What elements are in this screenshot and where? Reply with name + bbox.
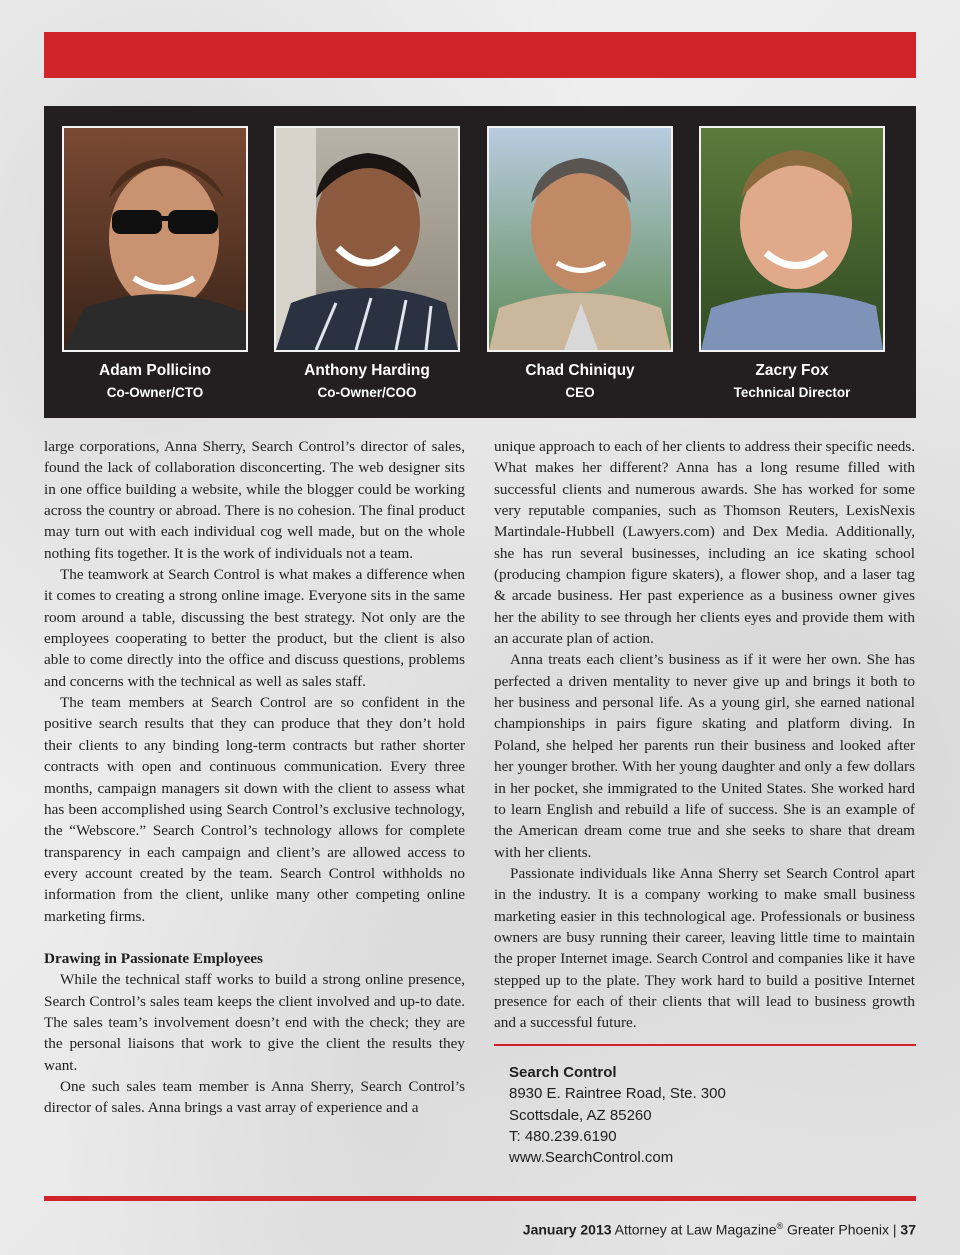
article-paragraph: Passionate individuals like Anna Sherry set Search Control apart in the industry. It is a company working to make small business marketing easier in this technological age. Professionals or business owners are busy running their career, leaving little time to maintain the proper Internet image. Search Control and companies like it have stepped up to the plate. They work hard to build a positive Internet presence for each of their clients that will lead to business growth and a successful future. [494,864,915,1032]
team-member-card [274,126,460,400]
member-role: CEO [565,385,595,400]
article-paragraph: Anna treats each client’s business as if it were her own. She has perfected a driven mentality to never give up and brings it both to her business and personal life. As a young girl, she earned national championships in pairs figure skating and platform diving. In Poland, she helped her parents run their business and looked after her younger brother. With her young daughter and only a few dollars in her pocket, she immigrated to the United States. She worked hard to learn English and rebuild a life of success. She is an example of the American dream come true and she seeks to share that dream with her clients. [494,651,915,861]
portrait-illustration [701,128,883,350]
member-role: Co-Owner/CTO [106,385,204,400]
portrait-photo [699,126,885,352]
footer-divider [44,1196,916,1201]
member-name: Adam Pollicino [99,362,211,379]
contact-address-line1: 8930 E. Raintree Road, Ste. 300 [509,1085,726,1103]
top-red-banner [44,32,916,78]
contact-block [509,1062,726,1168]
team-member-card [699,126,885,400]
article-column-left [44,436,465,1119]
article-paragraph: The team members at Search Control are so confident in the positive search results that they can produce that they don’t hold their clients to any binding long-term contracts but rather shorter contracts with open and continuous communication. Every three months, campaign managers sit down with the client to assess what has been accomplished using Search Control’s exclusive technology, the “Webscore.” Search Control’s technology allows for complete transparency in each campaign and client’s are allowed access to every account created by the team. Search Control withholds no information from the client, unlike many other competing online marketing firms. [44,694,465,925]
section-heading: Drawing in Passionate Employees [44,949,263,967]
contact-company: Search Control [509,1064,617,1081]
member-role: Co-Owner/COO [317,385,417,400]
member-name: Anthony Harding [304,362,430,379]
article-paragraph: unique approach to each of her clients to address their specific needs. What makes her different? Anna has a long resume filled with successful clients and numerous awards. She has worked for some very reputable companies, such as Thomson Reuters, LexisNexis Martindale-Hubbell (Lawyers.com) and Dex Media. Additionally, she has run several businesses, including an ice skating school (producing champion figure skaters), a flower shop, and a laser tag & arcade business. Her past experience as a business owner gives her the ability to see through her clients eyes and provide them with an accurate plan of action. [494,438,915,648]
team-panel [44,106,916,418]
portrait-illustration [276,128,458,350]
article-paragraph: One such sales team member is Anna Sherry, Search Control’s director of sales. Anna brings a vast array of experience and a [44,1077,465,1117]
article-column-right [494,436,915,1034]
portrait-photo [274,126,460,352]
member-role: Technical Director [733,385,851,400]
contact-website[interactable]: www.SearchControl.com [509,1149,674,1167]
member-name: Zacry Fox [755,362,829,379]
contact-address-line2: Scottsdale, AZ 85260 [509,1106,652,1124]
team-member-card [487,126,673,400]
footer-edition: Greater Phoenix | [787,1221,897,1238]
portrait-illustration [64,128,246,350]
team-member-card [62,126,248,400]
page-footer [523,1221,916,1238]
member-name: Chad Chiniquy [525,362,635,379]
footer-magazine: Attorney at Law Magazine [614,1221,777,1238]
article-paragraph: large corporations, Anna Sherry, Search Control’s director of sales, found the lack of collaboration disconcerting. The web designer sits in one office building a website, while the blogger could be working across the country or abroad. There is no cohesion. The final product may turn out with each individual cog well made, but on the whole nothing fits together. It is the work of individuals not a team. [44,438,465,562]
page-number: 37 [900,1221,916,1238]
contact-phone: T: 480.239.6190 [509,1127,617,1145]
portrait-photo [62,126,248,352]
portrait-photo [487,126,673,352]
contact-divider [494,1044,916,1046]
footer-date: January 2013 [522,1221,612,1238]
registered-mark: ® [776,1221,784,1231]
article-paragraph: While the technical staff works to build a strong online presence, Search Control’s sales team keeps the client involved and up-to date. The sales team’s involvement doesn’t end with the check; they are the personal liaisons that work to give the client the results they want. [44,971,465,1074]
portrait-illustration [489,128,671,350]
article-paragraph: The teamwork at Search Control is what makes a difference when it comes to creating a strong online image. Everyone sits in the same room around a table, discussing the best strategy. Not only are the employees cooperating to better the product, but the client is also able to come directly into the office and discuss questions, problems and concerns with the technical as well as sales staff. [44,566,465,690]
